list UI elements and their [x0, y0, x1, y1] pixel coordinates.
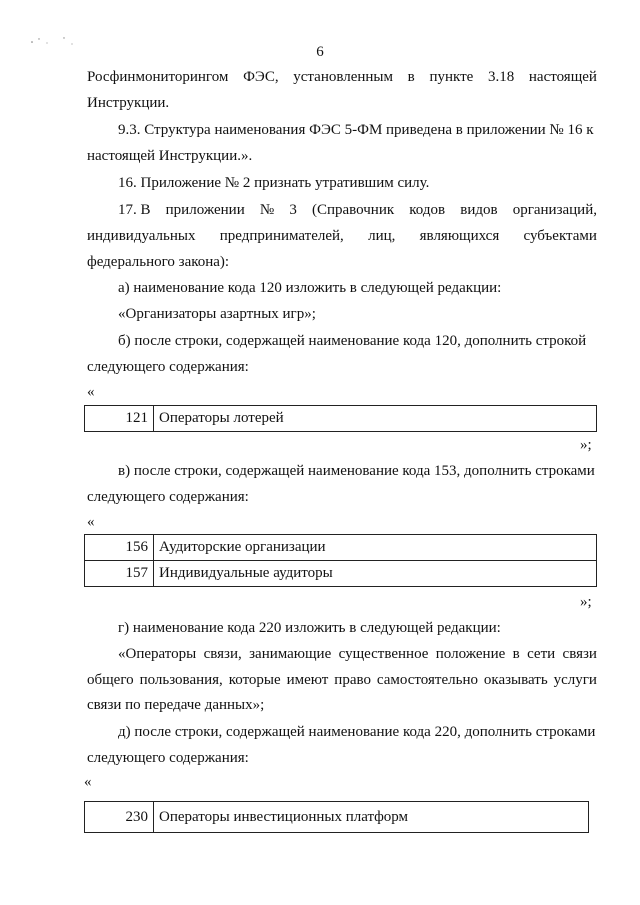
- word: лиц,: [368, 228, 396, 244]
- item-a-line1: а) наименование кода 120 изложить в следующей редакции:: [118, 280, 502, 296]
- item-g-line1: г) наименование кода 220 изложить в следующей редакции:: [118, 620, 501, 636]
- word: которые: [228, 672, 281, 688]
- close-quote-mark: »;: [580, 594, 592, 610]
- p1-line1: [87, 68, 597, 86]
- word: 3: [289, 202, 297, 218]
- word: положение: [435, 646, 506, 662]
- code-cell: 157: [85, 561, 154, 587]
- p2-line1: 9.3. Структура наименования ФЭС 5-ФМ приведена в приложении № 16 к: [118, 122, 594, 138]
- word: занимающие: [249, 646, 332, 662]
- word: услуги: [553, 672, 597, 688]
- item-g-quote-line1: [118, 645, 597, 663]
- p4-line3: федерального закона):: [87, 254, 230, 270]
- word: связи,: [203, 646, 242, 662]
- word: 3.18: [487, 69, 515, 85]
- word: в: [407, 69, 415, 85]
- word: существенное: [338, 646, 429, 662]
- open-quote-mark: «: [87, 514, 95, 530]
- item-v-line1: в) после строки, содержащей наименование кода 153, дополнить строками: [118, 463, 595, 479]
- item-d-line1: д) после строки, содержащей наименование кода 220, дополнить строками: [118, 724, 596, 740]
- word: Росфинмониторингом: [87, 69, 229, 85]
- name-cell: Операторы лотерей: [154, 406, 597, 432]
- p4-line2: [87, 227, 597, 245]
- code-cell: 156: [85, 535, 154, 561]
- code-cell: 230: [85, 802, 154, 833]
- table-row: [85, 802, 589, 833]
- p1-line2: Инструкции.: [87, 95, 170, 111]
- open-quote-mark: «: [84, 774, 92, 790]
- close-quote-mark: »;: [580, 437, 592, 453]
- table-row: [85, 561, 597, 587]
- word: предпринимателей,: [219, 228, 344, 244]
- word: настоящей: [528, 69, 597, 85]
- word: организаций,: [512, 202, 597, 218]
- insert-table-1: [84, 405, 597, 432]
- name-cell: Операторы инвестиционных платформ: [154, 802, 589, 833]
- word: пункте: [429, 69, 474, 85]
- word: №: [259, 202, 275, 218]
- item-a-quote: «Организаторы азартных игр»;: [118, 306, 316, 322]
- word: видов: [460, 202, 498, 218]
- insert-table-2: [84, 534, 597, 587]
- word: пользования,: [139, 672, 223, 688]
- word: связи: [562, 646, 597, 662]
- p3-line: 16. Приложение № 2 признать утратившим силу.: [118, 175, 430, 191]
- code-cell: 121: [85, 406, 154, 432]
- item-d-line2: следующего содержания:: [87, 750, 249, 766]
- word: установленным: [293, 69, 393, 85]
- item-b-line1: б) после строки, содержащей наименование кода 120, дополнить строкой: [118, 333, 587, 349]
- word: право: [334, 672, 371, 688]
- word: сети: [527, 646, 556, 662]
- word: кодов: [409, 202, 446, 218]
- word: приложении: [165, 202, 245, 218]
- table-row: [85, 406, 597, 432]
- item-v-line2: следующего содержания:: [87, 489, 249, 505]
- insert-table-3: [84, 801, 589, 833]
- p2-line2: настоящей Инструкции.».: [87, 148, 253, 164]
- word: общего: [87, 672, 134, 688]
- item-g-quote-line2: [87, 671, 597, 689]
- word: самостоятельно: [376, 672, 478, 688]
- name-cell: Индивидуальные аудиторы: [154, 561, 597, 587]
- name-cell: Аудиторские организации: [154, 535, 597, 561]
- open-quote-mark: «: [87, 384, 95, 400]
- p4-line1: [118, 201, 597, 219]
- word: имеют: [286, 672, 329, 688]
- word: 17. В: [118, 202, 151, 218]
- item-g-quote-line3: связи по передаче данных»;: [87, 697, 265, 713]
- word: индивидуальных: [87, 228, 196, 244]
- word: субъектами: [523, 228, 597, 244]
- item-b-line2: следующего содержания:: [87, 359, 249, 375]
- page-number: 6: [316, 44, 324, 60]
- table-row: [85, 535, 597, 561]
- word: оказывать: [483, 672, 548, 688]
- word: в: [512, 646, 520, 662]
- word: «Операторы: [118, 646, 197, 662]
- word: являющихся: [419, 228, 500, 244]
- word: (Справочник: [311, 202, 395, 218]
- word: ФЭС,: [243, 69, 279, 85]
